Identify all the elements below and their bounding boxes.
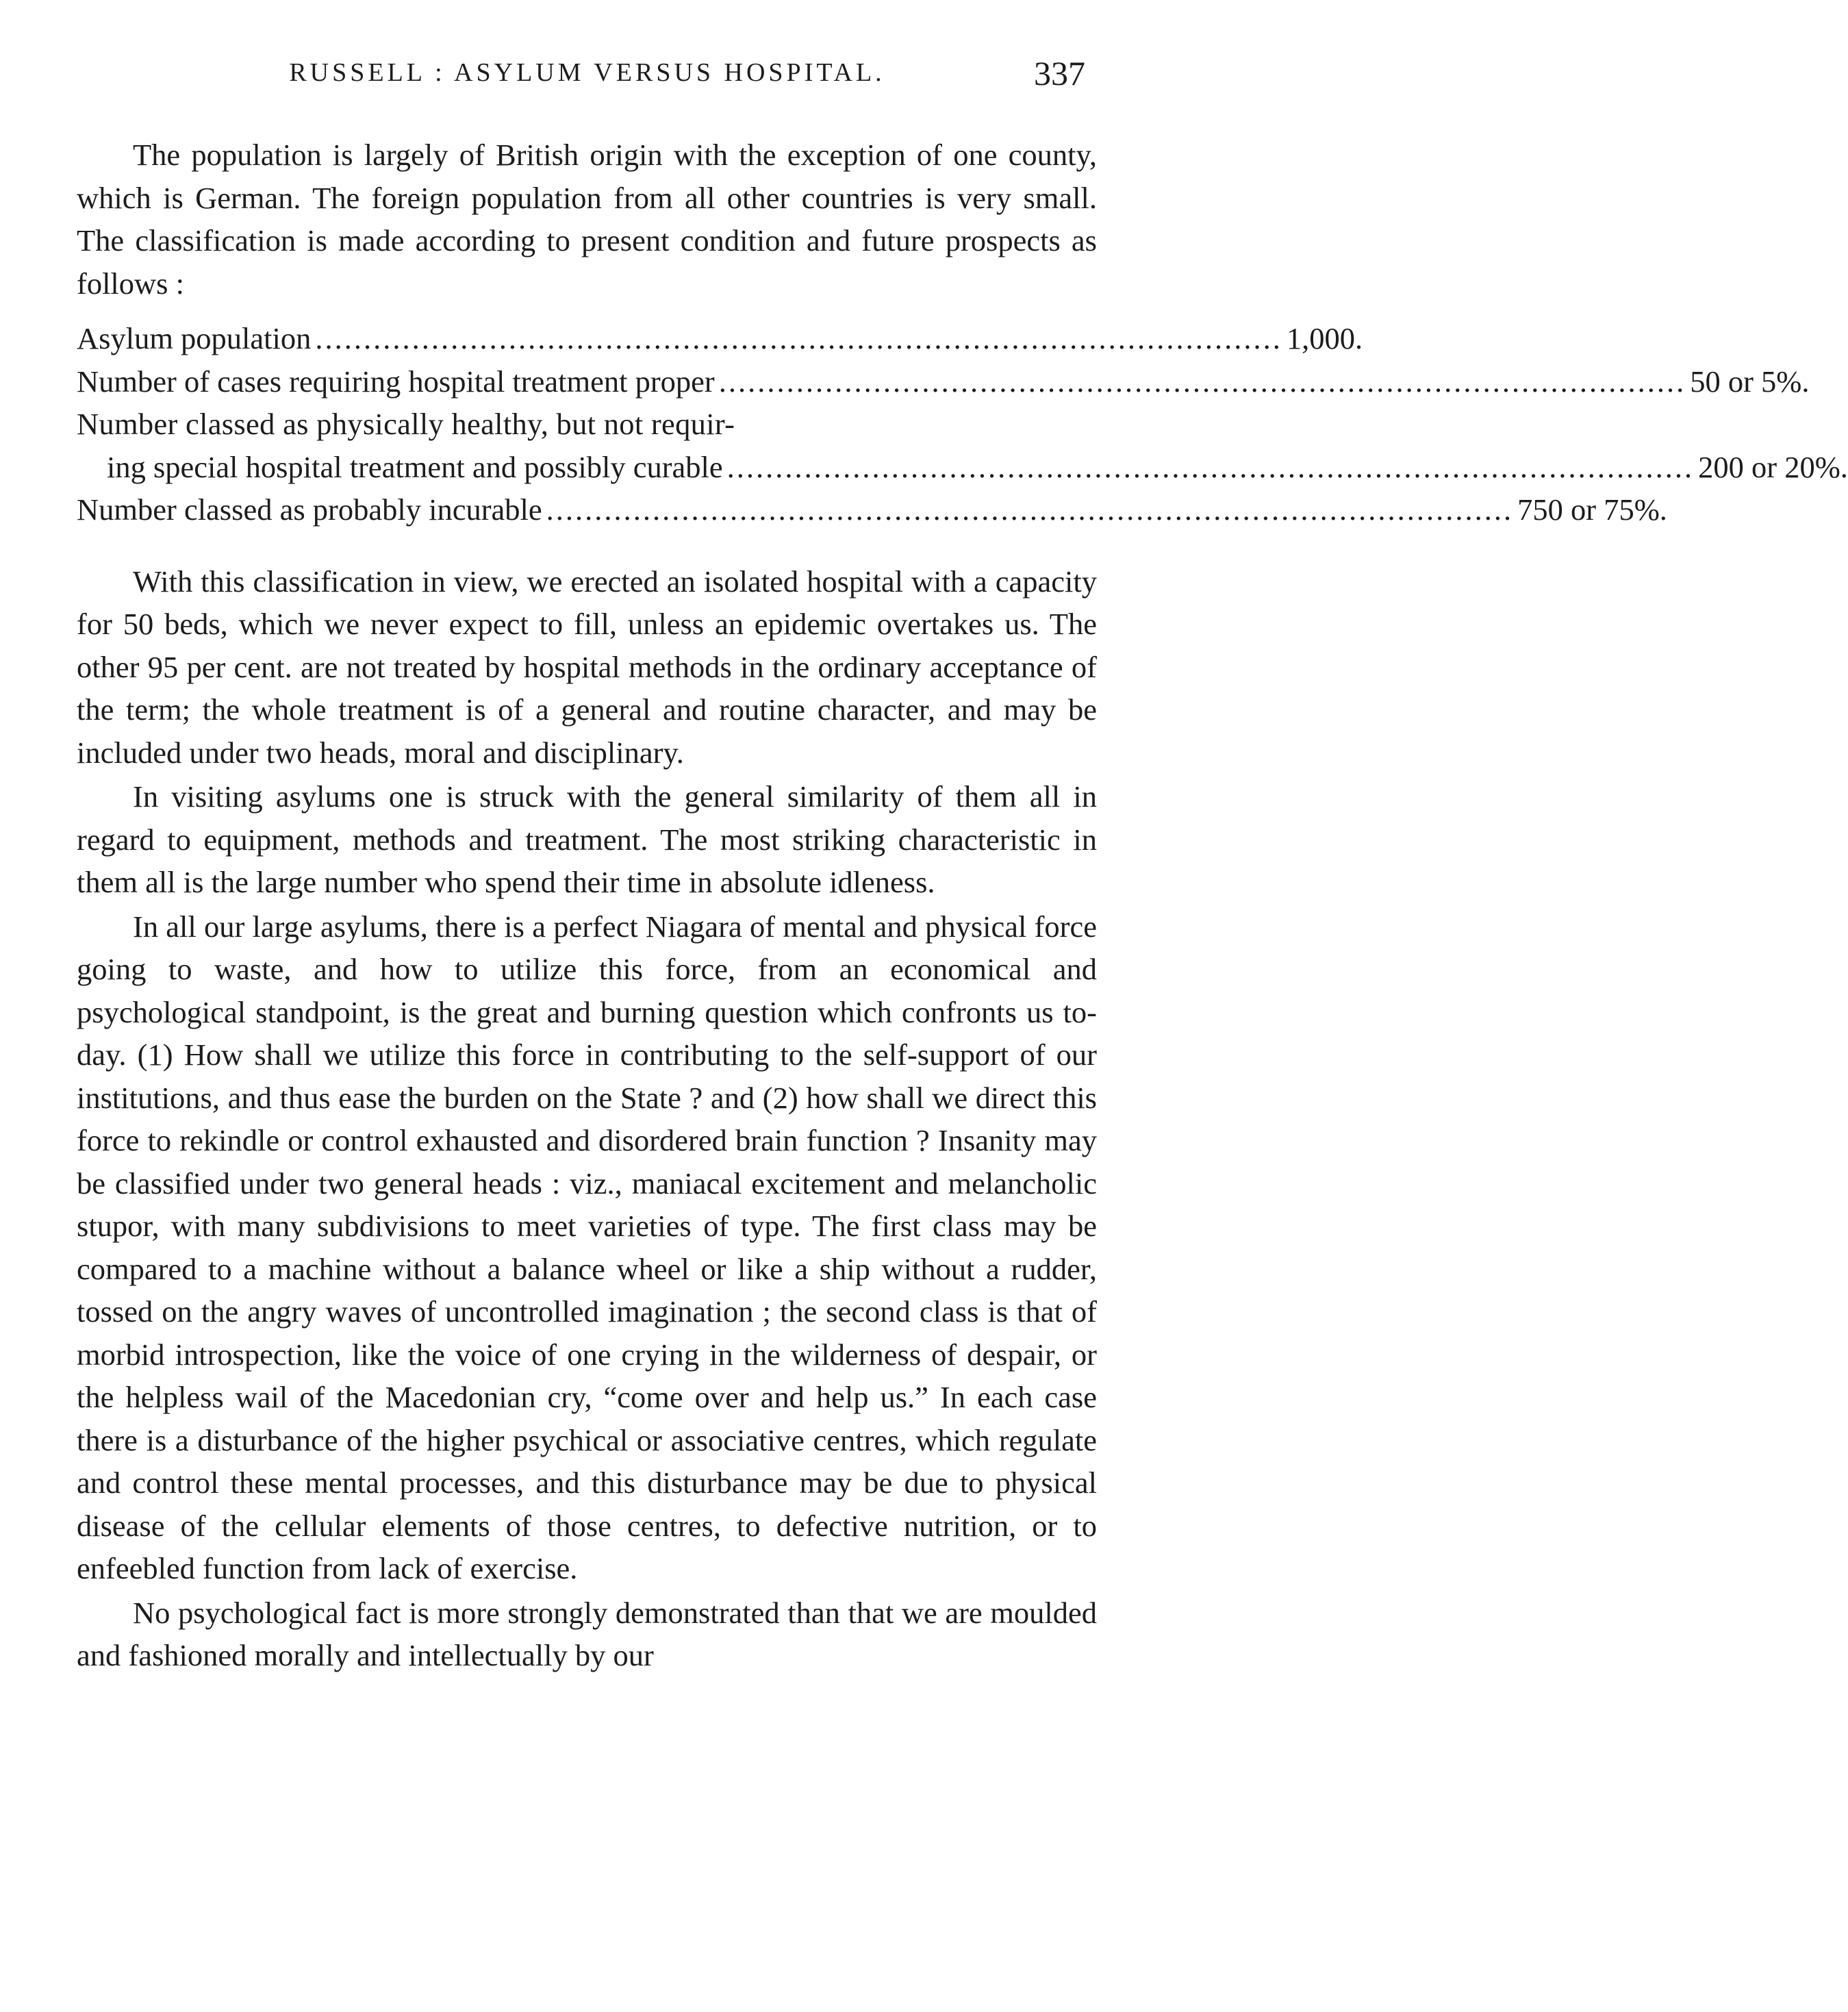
dot-leaders: .................................................................................................... [718, 364, 1686, 399]
paragraph-hospital: With this classification in view, we erected an isolated hospital with a capacity for 50 beds, which we never expect to fill, unless an epidemic overtakes us. The other 95 per cent. are not treated by hospital methods in the ordinary acceptance of the term; the whole treatment is of a general and routine character, and may be included under two heads, moral and disciplinary. [77, 564, 1097, 770]
row-label: Number classed as physically healthy, but not requir- [77, 407, 735, 441]
dot-leaders: .................................................................................................... [726, 449, 1695, 484]
row-value: 200 or 20%. [1698, 449, 1848, 484]
paragraph-niagara: In all our large asylums, there is a perfect Niagara of mental and physical force going to waste, and how to utilize this force, from an economical and psychological standpoint, is the great and burning question which confronts us to-day. (1) How shall we utilize this force in contributing to the self-support of our institutions, and thus ease the burden on the State ? and (2) how shall we direct this force to rekindle or control exhausted and disordered brain function ? Insanity may be classified under two general heads : viz., maniacal excitement and melancholic stupor, with many subdivisions to meet varieties of type. The first class may be compared to a machine without a balance wheel or like a ship without a rudder, tossed on the angry waves of uncontrolled imagination ; the second class is that of morbid introspection, like the voice of one crying in the wilderness of despair, or the helpless wail of the Macedonian cry, “come over and help us.” In each case there is a disturbance of the higher psychical or associative centres, which regulate and control these mental processes, and this disturbance may be due to physical disease of the cellular elements of those centres, to defective nutrition, or to enfeebled function from lack of exercise. [77, 909, 1097, 1585]
page-body [77, 134, 1848, 1677]
table-row-hospital-treatment [77, 360, 1810, 403]
dot-leaders: .................................................................................................... [315, 321, 1282, 355]
row-label: Asylum population [77, 321, 312, 355]
row-label: ing special hospital treatment and possibly curable [107, 449, 723, 484]
table-row-physically-healthy-cont [77, 446, 1848, 489]
dot-leaders: .................................................................................................... [546, 492, 1514, 527]
table-row-probably-incurable [77, 488, 1667, 531]
row-value: 750 or 75%. [1517, 492, 1667, 527]
paragraph-intro: The population is largely of British origin with the exception of one county, which is German. The foreign population from all other countries is very small. The classification is made according to present condition and future prospects as follows : [77, 138, 1097, 301]
row-value: 50 or 5%. [1690, 364, 1810, 399]
classification-table [77, 317, 1848, 531]
paragraph-psychological: No psychological fact is more strongly demonstrated than that we are moulded and fashioned morally and intellectually by our [77, 1595, 1097, 1672]
page-header [75, 53, 1099, 101]
row-label: Number of cases requiring hospital treatment proper [77, 364, 715, 399]
paragraph-visiting: In visiting asylums one is struck with the general similarity of them all in regard to equipment, methods and treatment. The most striking characteristic in them all is the large number who spend their time in absolute idleness. [77, 779, 1097, 899]
running-head: RUSSELL : ASYLUM VERSUS HOSPITAL. [289, 58, 885, 87]
table-row-physically-healthy [77, 403, 1097, 446]
row-value: 1,000. [1286, 321, 1363, 355]
page-number: 337 [1034, 54, 1085, 92]
table-row-asylum-population [77, 317, 1363, 360]
row-label: Number classed as probably incurable [77, 492, 542, 527]
